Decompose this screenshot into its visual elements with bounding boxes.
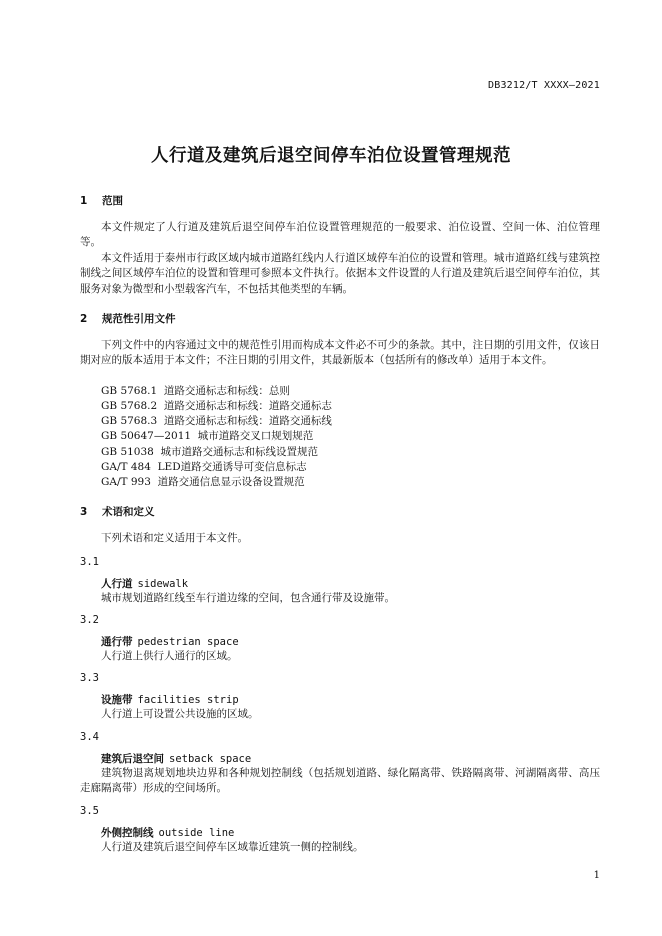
term-zh: 外侧控制线 [101,827,154,839]
section-2-heading [80,311,176,326]
reference-item: GA/T 993 道路交通信息显示设备设置规范 [101,476,305,488]
term-entry [101,692,239,707]
term-zh: 建筑后退空间 [101,753,164,765]
section-title: 范围 [102,195,123,207]
reference-item: GB 5768.2 道路交通标志和标线：道路交通标志 [101,400,332,412]
term-zh: 设施带 [101,694,133,706]
clause-number: 3.1 [80,556,99,568]
document-title: 人行道及建筑后退空间停车泊位设置管理规范 [151,146,511,166]
term-definition: 人行道上供行人通行的区域。 [101,650,238,662]
section-1-paragraph-2: 本文件适用于泰州市行政区域内城市道路红线内人行道区域停车泊位的设置和管理。城市道路红线与建筑控制线之间区域停车泊位的设置和管理可参照本文件执行。依据本文件设置的人行道及建筑后退空间停车泊位，其服务对象为微型和小型载客汽车，不包括其他类型的车辆。 [80,252,600,295]
term-en: outside line [158,827,235,839]
clause-number: 3.3 [80,672,99,684]
clause-number: 3.2 [80,614,99,626]
clause-number: 3.5 [80,805,99,817]
section-number: 3 [80,506,88,518]
term-en: sidewalk [137,578,189,590]
reference-item: GB 51038 城市道路交通标志和标线设置规范 [101,446,319,458]
term-en: facilities strip [137,694,239,706]
reference-item: GB 5768.3 道路交通标志和标线：道路交通标线 [101,415,332,427]
page-number: 1 [593,870,600,881]
reference-item: GB 5768.1 道路交通标志和标线：总则 [101,385,290,397]
term-entry [101,751,251,766]
section-number: 2 [80,313,88,325]
term-definition: 人行道及建筑后退空间停车区域靠近建筑一侧的控制线。 [101,841,364,853]
term-zh: 人行道 [101,578,133,590]
section-3-heading [80,504,155,519]
term-definition: 建筑物退离规划地块边界和各种规划控制线（包括规划道路、绿化隔离带、铁路隔离带、河湖隔离带、高压走廊隔离带）形成的空间场所。 [80,767,600,795]
section-3-paragraph-1: 下列术语和定义适用于本文件。 [101,532,248,544]
section-title: 术语和定义 [102,506,155,518]
section-1-paragraph-1: 本文件规定了人行道及建筑后退空间停车泊位设置管理规范的一般要求、泊位设置、空间一体、泊位管理等。 [80,221,600,249]
term-en: setback space [169,753,252,765]
section-title: 规范性引用文件 [102,313,176,325]
section-1-heading [80,193,123,208]
clause-number: 3.4 [80,731,99,743]
standard-code: DB3212/T XXXX—2021 [488,80,600,91]
term-definition: 城市规划道路红线至车行道边缘的空间，包含通行带及设施带。 [101,592,395,604]
section-number: 1 [80,195,88,207]
term-en: pedestrian space [137,636,239,648]
term-entry [101,576,188,591]
term-entry [101,634,239,649]
term-definition: 人行道上可设置公共设施的区域。 [101,708,259,720]
term-entry [101,825,234,840]
section-2-paragraph-1: 下列文件中的内容通过文中的规范性引用而构成本文件必不可少的条款。其中，注日期的引用文件，仅该日期对应的版本适用于本文件；不注日期的引用文件，其最新版本（包括所有的修改单）适用于本文件。 [80,339,600,367]
reference-item: GB 50647—2011 城市道路交叉口规划规范 [101,430,314,442]
reference-item: GA/T 484 LED道路交通诱导可变信息标志 [101,461,307,473]
term-zh: 通行带 [101,636,133,648]
